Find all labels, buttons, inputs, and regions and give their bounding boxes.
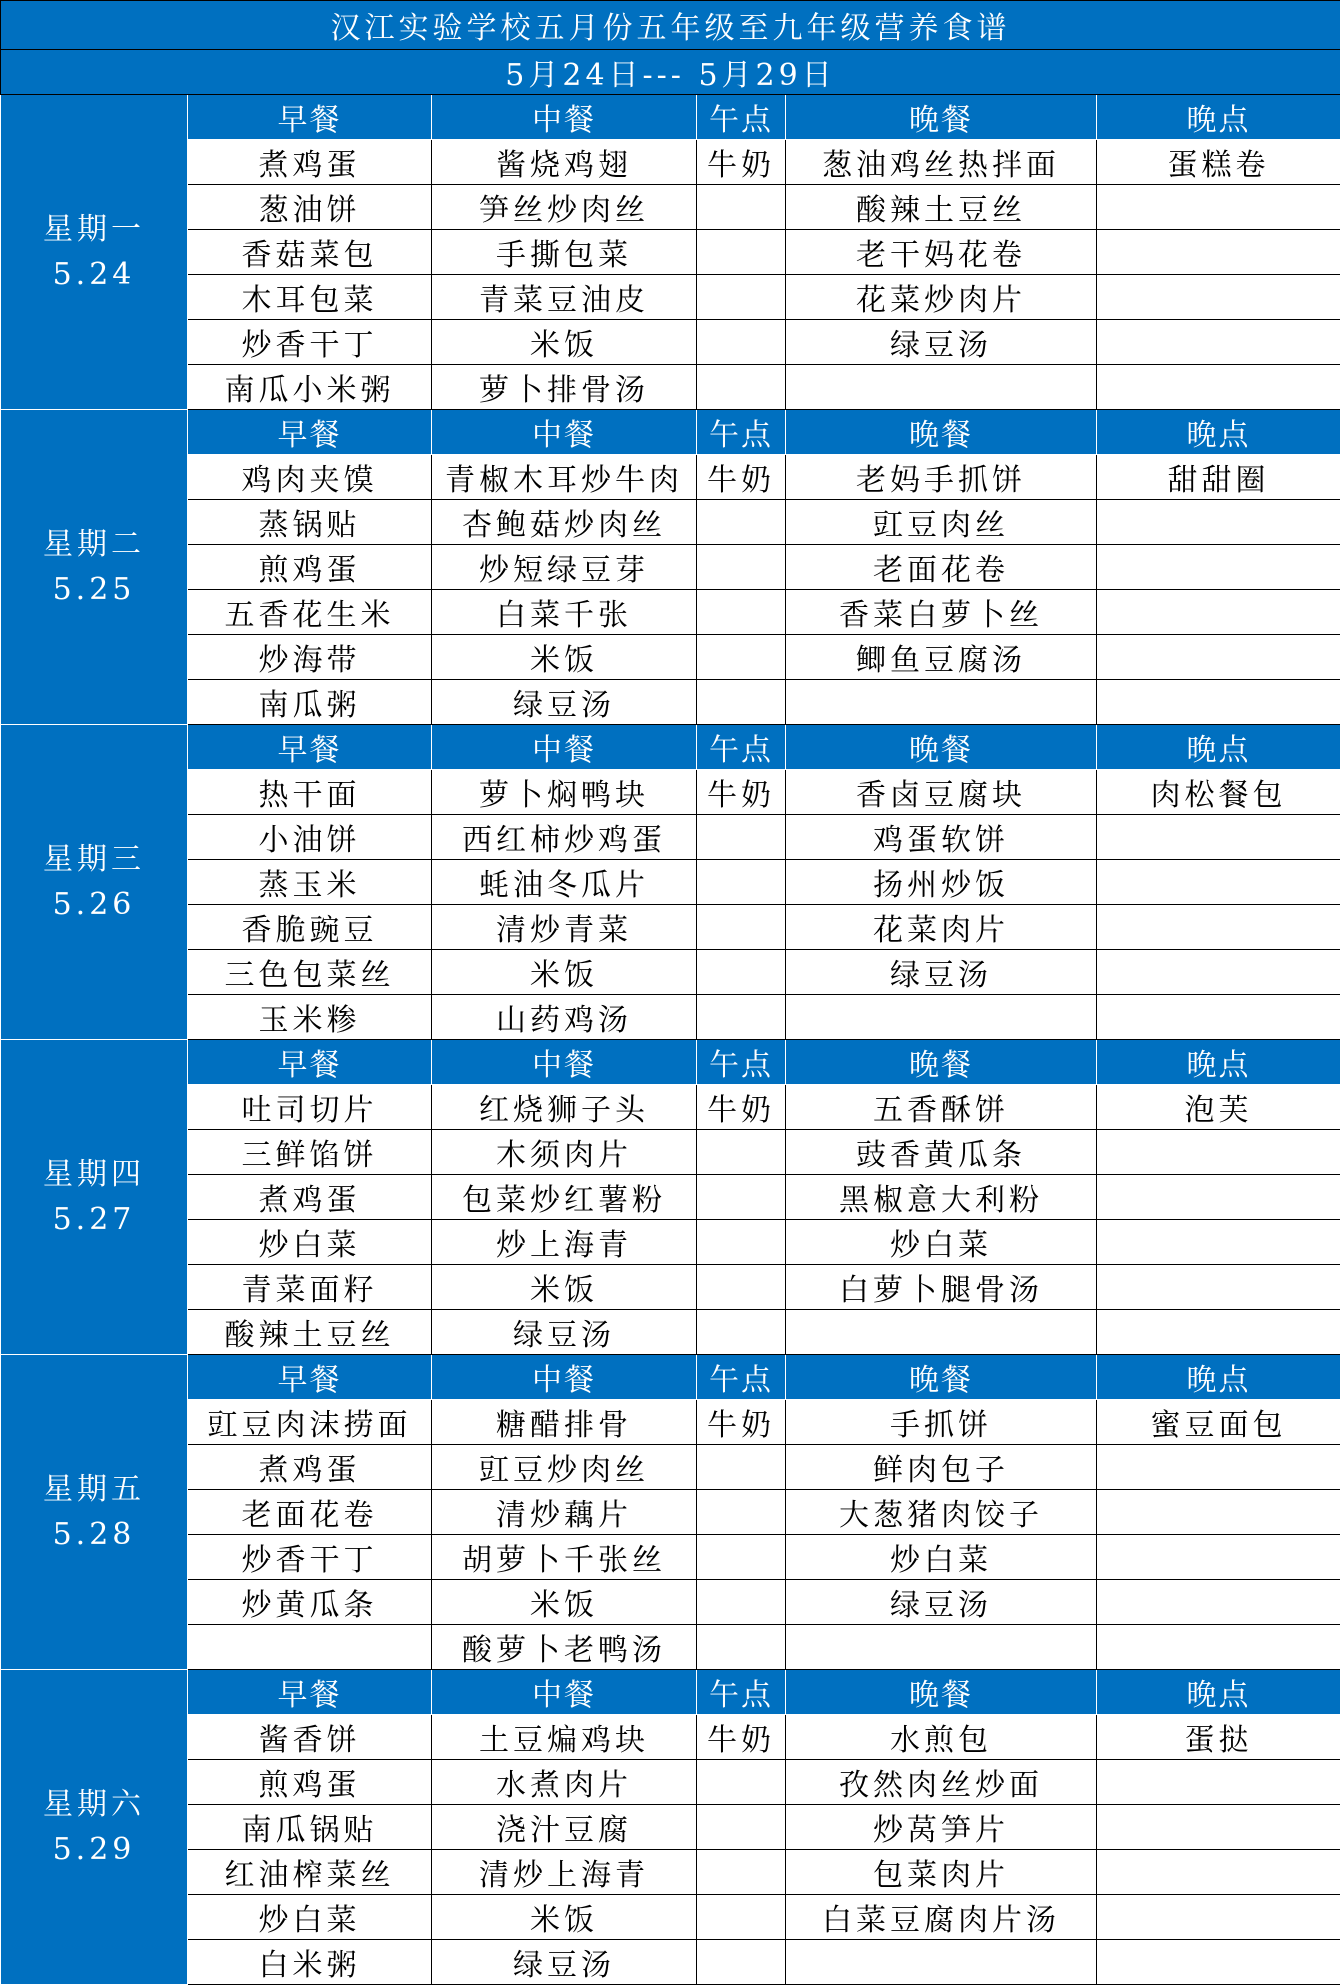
cell-late-snack bbox=[1097, 680, 1340, 725]
header-breakfast: 早餐 bbox=[188, 1040, 432, 1085]
cell-lunch: 酱烧鸡翅 bbox=[432, 140, 697, 185]
cell-dinner: 水煎包 bbox=[786, 1715, 1097, 1760]
cell-snack bbox=[697, 1760, 786, 1805]
table-row bbox=[1, 1175, 1340, 1220]
cell-snack bbox=[697, 1535, 786, 1580]
cell-late-snack bbox=[1097, 185, 1340, 230]
cell-late-snack: 肉松餐包 bbox=[1097, 770, 1340, 815]
cell-dinner: 绿豆汤 bbox=[786, 950, 1097, 995]
cell-late-snack bbox=[1097, 1490, 1340, 1535]
table-row bbox=[1, 455, 1340, 500]
header-lunch: 中餐 bbox=[432, 1355, 697, 1400]
menu-title: 汉江实验学校五月份五年级至九年级营养食谱 bbox=[1, 1, 1340, 50]
cell-late-snack bbox=[1097, 365, 1340, 410]
cell-late-snack bbox=[1097, 1895, 1340, 1940]
cell-breakfast: 红油榨菜丝 bbox=[188, 1850, 432, 1895]
cell-snack bbox=[697, 1175, 786, 1220]
header-breakfast: 早餐 bbox=[188, 410, 432, 455]
cell-late-snack bbox=[1097, 1625, 1340, 1670]
cell-lunch: 米饭 bbox=[432, 320, 697, 365]
cell-dinner: 葱油鸡丝热拌面 bbox=[786, 140, 1097, 185]
table-row bbox=[1, 140, 1340, 185]
table-row bbox=[1, 1085, 1340, 1130]
cell-breakfast: 炒海带 bbox=[188, 635, 432, 680]
day-name: 星期三 bbox=[1, 837, 187, 882]
day-name: 星期二 bbox=[1, 522, 187, 567]
cell-lunch: 青椒木耳炒牛肉 bbox=[432, 455, 697, 500]
cell-snack: 牛奶 bbox=[697, 1715, 786, 1760]
cell-lunch: 土豆煸鸡块 bbox=[432, 1715, 697, 1760]
cell-lunch: 红烧狮子头 bbox=[432, 1085, 697, 1130]
day-date: 5.26 bbox=[1, 882, 187, 927]
cell-late-snack bbox=[1097, 1940, 1340, 1985]
cell-snack bbox=[697, 680, 786, 725]
day-label bbox=[1, 1670, 188, 1985]
table-row bbox=[1, 1490, 1340, 1535]
cell-breakfast: 小油饼 bbox=[188, 815, 432, 860]
header-late-snack: 晚点 bbox=[1097, 1670, 1340, 1715]
cell-dinner bbox=[786, 365, 1097, 410]
cell-lunch: 水煮肉片 bbox=[432, 1760, 697, 1805]
table-row bbox=[1, 1400, 1340, 1445]
header-snack: 午点 bbox=[697, 1355, 786, 1400]
day-label bbox=[1, 1040, 188, 1355]
cell-snack bbox=[697, 365, 786, 410]
cell-lunch: 清炒青菜 bbox=[432, 905, 697, 950]
cell-dinner: 老干妈花卷 bbox=[786, 230, 1097, 275]
cell-dinner: 包菜肉片 bbox=[786, 1850, 1097, 1895]
table-row bbox=[1, 230, 1340, 275]
day-name: 星期六 bbox=[1, 1782, 187, 1827]
day-header-row bbox=[1, 1040, 1340, 1085]
cell-late-snack bbox=[1097, 500, 1340, 545]
cell-dinner: 炒莴笋片 bbox=[786, 1805, 1097, 1850]
header-snack: 午点 bbox=[697, 725, 786, 770]
cell-snack bbox=[697, 950, 786, 995]
cell-breakfast: 南瓜粥 bbox=[188, 680, 432, 725]
cell-breakfast: 豇豆肉沫捞面 bbox=[188, 1400, 432, 1445]
cell-late-snack bbox=[1097, 1760, 1340, 1805]
cell-breakfast: 炒白菜 bbox=[188, 1895, 432, 1940]
table-row bbox=[1, 1580, 1340, 1625]
table-row bbox=[1, 1535, 1340, 1580]
cell-breakfast: 炒香干丁 bbox=[188, 1535, 432, 1580]
cell-snack bbox=[697, 500, 786, 545]
cell-snack bbox=[697, 860, 786, 905]
cell-dinner: 绿豆汤 bbox=[786, 1580, 1097, 1625]
cell-lunch: 蚝油冬瓜片 bbox=[432, 860, 697, 905]
header-lunch: 中餐 bbox=[432, 95, 697, 140]
cell-breakfast: 鸡肉夹馍 bbox=[188, 455, 432, 500]
cell-dinner: 白萝卜腿骨汤 bbox=[786, 1265, 1097, 1310]
cell-dinner bbox=[786, 1310, 1097, 1355]
cell-late-snack bbox=[1097, 1805, 1340, 1850]
cell-breakfast: 香脆豌豆 bbox=[188, 905, 432, 950]
day-date: 5.27 bbox=[1, 1197, 187, 1242]
cell-dinner: 鸡蛋软饼 bbox=[786, 815, 1097, 860]
cell-lunch: 米饭 bbox=[432, 1895, 697, 1940]
cell-breakfast: 三色包菜丝 bbox=[188, 950, 432, 995]
cell-snack bbox=[697, 1310, 786, 1355]
cell-snack bbox=[697, 1220, 786, 1265]
table-row bbox=[1, 1850, 1340, 1895]
cell-breakfast: 南瓜小米粥 bbox=[188, 365, 432, 410]
cell-dinner: 老面花卷 bbox=[786, 545, 1097, 590]
cell-late-snack bbox=[1097, 1265, 1340, 1310]
cell-dinner: 炒白菜 bbox=[786, 1535, 1097, 1580]
cell-lunch: 炒短绿豆芽 bbox=[432, 545, 697, 590]
cell-breakfast: 葱油饼 bbox=[188, 185, 432, 230]
cell-breakfast: 炒白菜 bbox=[188, 1220, 432, 1265]
cell-late-snack bbox=[1097, 1580, 1340, 1625]
cell-dinner: 炒白菜 bbox=[786, 1220, 1097, 1265]
cell-breakfast: 煎鸡蛋 bbox=[188, 1760, 432, 1805]
cell-breakfast: 南瓜锅贴 bbox=[188, 1805, 432, 1850]
table-row bbox=[1, 1130, 1340, 1175]
cell-late-snack bbox=[1097, 1220, 1340, 1265]
table-row bbox=[1, 995, 1340, 1040]
cell-snack bbox=[697, 230, 786, 275]
cell-snack: 牛奶 bbox=[697, 1085, 786, 1130]
cell-snack bbox=[697, 1130, 786, 1175]
cell-dinner: 香菜白萝卜丝 bbox=[786, 590, 1097, 635]
cell-snack bbox=[697, 275, 786, 320]
header-late-snack: 晚点 bbox=[1097, 410, 1340, 455]
cell-dinner: 大葱猪肉饺子 bbox=[786, 1490, 1097, 1535]
day-name: 星期五 bbox=[1, 1467, 187, 1512]
cell-lunch: 米饭 bbox=[432, 950, 697, 995]
cell-dinner: 酸辣土豆丝 bbox=[786, 185, 1097, 230]
cell-late-snack: 甜甜圈 bbox=[1097, 455, 1340, 500]
day-header-row bbox=[1, 410, 1340, 455]
cell-dinner: 花菜炒肉片 bbox=[786, 275, 1097, 320]
header-breakfast: 早餐 bbox=[188, 725, 432, 770]
cell-snack bbox=[697, 1490, 786, 1535]
day-date: 5.29 bbox=[1, 1827, 187, 1872]
header-dinner: 晚餐 bbox=[786, 1355, 1097, 1400]
date-range: 5月24日--- 5月29日 bbox=[1, 50, 1340, 95]
cell-snack bbox=[697, 545, 786, 590]
cell-late-snack bbox=[1097, 905, 1340, 950]
header-dinner: 晚餐 bbox=[786, 1040, 1097, 1085]
cell-late-snack bbox=[1097, 1445, 1340, 1490]
cell-snack bbox=[697, 1805, 786, 1850]
cell-late-snack: 蛋挞 bbox=[1097, 1715, 1340, 1760]
header-lunch: 中餐 bbox=[432, 725, 697, 770]
cell-late-snack bbox=[1097, 1175, 1340, 1220]
table-row bbox=[1, 815, 1340, 860]
cell-lunch: 木须肉片 bbox=[432, 1130, 697, 1175]
day-date: 5.24 bbox=[1, 252, 187, 297]
cell-lunch: 萝卜排骨汤 bbox=[432, 365, 697, 410]
header-breakfast: 早餐 bbox=[188, 95, 432, 140]
table-row bbox=[1, 770, 1340, 815]
table-row bbox=[1, 320, 1340, 365]
day-label bbox=[1, 410, 188, 725]
cell-lunch: 糖醋排骨 bbox=[432, 1400, 697, 1445]
cell-dinner: 花菜肉片 bbox=[786, 905, 1097, 950]
cell-dinner: 孜然肉丝炒面 bbox=[786, 1760, 1097, 1805]
day-name: 星期四 bbox=[1, 1152, 187, 1197]
cell-breakfast: 青菜面籽 bbox=[188, 1265, 432, 1310]
cell-late-snack bbox=[1097, 1535, 1340, 1580]
table-row bbox=[1, 1760, 1340, 1805]
header-late-snack: 晚点 bbox=[1097, 1040, 1340, 1085]
table-row bbox=[1, 1445, 1340, 1490]
cell-breakfast: 煎鸡蛋 bbox=[188, 545, 432, 590]
header-snack: 午点 bbox=[697, 1670, 786, 1715]
cell-snack bbox=[697, 1580, 786, 1625]
table-row bbox=[1, 1940, 1340, 1985]
cell-late-snack bbox=[1097, 1310, 1340, 1355]
header-dinner: 晚餐 bbox=[786, 725, 1097, 770]
cell-lunch: 豇豆炒肉丝 bbox=[432, 1445, 697, 1490]
cell-dinner bbox=[786, 995, 1097, 1040]
table-row bbox=[1, 365, 1340, 410]
cell-lunch: 清炒藕片 bbox=[432, 1490, 697, 1535]
cell-dinner: 绿豆汤 bbox=[786, 320, 1097, 365]
cell-breakfast: 五香花生米 bbox=[188, 590, 432, 635]
cell-breakfast bbox=[188, 1625, 432, 1670]
cell-lunch: 手撕包菜 bbox=[432, 230, 697, 275]
header-breakfast: 早餐 bbox=[188, 1670, 432, 1715]
day-label bbox=[1, 1355, 188, 1670]
cell-snack bbox=[697, 995, 786, 1040]
day-label bbox=[1, 95, 188, 410]
cell-breakfast: 香菇菜包 bbox=[188, 230, 432, 275]
cell-breakfast: 煮鸡蛋 bbox=[188, 1445, 432, 1490]
cell-snack bbox=[697, 1895, 786, 1940]
table-row bbox=[1, 1715, 1340, 1760]
header-breakfast: 早餐 bbox=[188, 1355, 432, 1400]
day-label bbox=[1, 725, 188, 1040]
header-lunch: 中餐 bbox=[432, 1040, 697, 1085]
cell-breakfast: 酸辣土豆丝 bbox=[188, 1310, 432, 1355]
cell-late-snack bbox=[1097, 590, 1340, 635]
cell-late-snack bbox=[1097, 275, 1340, 320]
cell-dinner: 老妈手抓饼 bbox=[786, 455, 1097, 500]
table-row bbox=[1, 1310, 1340, 1355]
table-row bbox=[1, 860, 1340, 905]
cell-lunch: 青菜豆油皮 bbox=[432, 275, 697, 320]
cell-snack bbox=[697, 1850, 786, 1895]
cell-late-snack bbox=[1097, 950, 1340, 995]
cell-lunch: 绿豆汤 bbox=[432, 1310, 697, 1355]
cell-snack bbox=[697, 815, 786, 860]
header-dinner: 晚餐 bbox=[786, 410, 1097, 455]
cell-dinner: 香卤豆腐块 bbox=[786, 770, 1097, 815]
table-row bbox=[1, 1805, 1340, 1850]
cell-late-snack bbox=[1097, 1850, 1340, 1895]
cell-breakfast: 炒黄瓜条 bbox=[188, 1580, 432, 1625]
cell-late-snack bbox=[1097, 995, 1340, 1040]
table-row bbox=[1, 1625, 1340, 1670]
cell-breakfast: 煮鸡蛋 bbox=[188, 1175, 432, 1220]
table-row bbox=[1, 950, 1340, 995]
cell-breakfast: 白米粥 bbox=[188, 1940, 432, 1985]
day-date: 5.25 bbox=[1, 567, 187, 612]
cell-dinner: 五香酥饼 bbox=[786, 1085, 1097, 1130]
cell-breakfast: 吐司切片 bbox=[188, 1085, 432, 1130]
cell-breakfast: 玉米糁 bbox=[188, 995, 432, 1040]
cell-lunch: 米饭 bbox=[432, 635, 697, 680]
cell-lunch: 绿豆汤 bbox=[432, 1940, 697, 1985]
cell-snack: 牛奶 bbox=[697, 455, 786, 500]
header-lunch: 中餐 bbox=[432, 1670, 697, 1715]
cell-dinner: 豉香黄瓜条 bbox=[786, 1130, 1097, 1175]
header-late-snack: 晚点 bbox=[1097, 95, 1340, 140]
cell-lunch: 清炒上海青 bbox=[432, 1850, 697, 1895]
cell-dinner: 白菜豆腐肉片汤 bbox=[786, 1895, 1097, 1940]
cell-late-snack bbox=[1097, 860, 1340, 905]
cell-snack bbox=[697, 635, 786, 680]
table-row bbox=[1, 1895, 1340, 1940]
cell-lunch: 笋丝炒肉丝 bbox=[432, 185, 697, 230]
cell-dinner: 鲫鱼豆腐汤 bbox=[786, 635, 1097, 680]
cell-lunch: 米饭 bbox=[432, 1580, 697, 1625]
cell-snack bbox=[697, 1265, 786, 1310]
cell-dinner bbox=[786, 680, 1097, 725]
cell-snack bbox=[697, 1625, 786, 1670]
cell-breakfast: 热干面 bbox=[188, 770, 432, 815]
cell-snack bbox=[697, 1445, 786, 1490]
cell-snack bbox=[697, 185, 786, 230]
cell-lunch: 米饭 bbox=[432, 1265, 697, 1310]
table-row bbox=[1, 185, 1340, 230]
cell-breakfast: 蒸锅贴 bbox=[188, 500, 432, 545]
cell-late-snack: 蜜豆面包 bbox=[1097, 1400, 1340, 1445]
cell-breakfast: 酱香饼 bbox=[188, 1715, 432, 1760]
table-row bbox=[1, 1265, 1340, 1310]
cell-snack bbox=[697, 1940, 786, 1985]
cell-dinner: 手抓饼 bbox=[786, 1400, 1097, 1445]
table-row bbox=[1, 635, 1340, 680]
cell-breakfast: 木耳包菜 bbox=[188, 275, 432, 320]
table-row bbox=[1, 680, 1340, 725]
day-header-row bbox=[1, 95, 1340, 140]
cell-dinner bbox=[786, 1625, 1097, 1670]
header-snack: 午点 bbox=[697, 1040, 786, 1085]
table-row bbox=[1, 1220, 1340, 1265]
cell-lunch: 山药鸡汤 bbox=[432, 995, 697, 1040]
table-row bbox=[1, 500, 1340, 545]
cell-snack: 牛奶 bbox=[697, 140, 786, 185]
cell-dinner: 鲜肉包子 bbox=[786, 1445, 1097, 1490]
day-name: 星期一 bbox=[1, 207, 187, 252]
cell-lunch: 浇汁豆腐 bbox=[432, 1805, 697, 1850]
cell-late-snack bbox=[1097, 1130, 1340, 1175]
cell-snack: 牛奶 bbox=[697, 1400, 786, 1445]
table-row bbox=[1, 545, 1340, 590]
cell-late-snack bbox=[1097, 545, 1340, 590]
cell-lunch: 胡萝卜千张丝 bbox=[432, 1535, 697, 1580]
day-header-row bbox=[1, 725, 1340, 770]
cell-lunch: 杏鲍菇炒肉丝 bbox=[432, 500, 697, 545]
cell-snack: 牛奶 bbox=[697, 770, 786, 815]
header-late-snack: 晚点 bbox=[1097, 725, 1340, 770]
header-lunch: 中餐 bbox=[432, 410, 697, 455]
header-snack: 午点 bbox=[697, 410, 786, 455]
cell-late-snack bbox=[1097, 815, 1340, 860]
header-late-snack: 晚点 bbox=[1097, 1355, 1340, 1400]
header-dinner: 晚餐 bbox=[786, 1670, 1097, 1715]
cell-breakfast: 煮鸡蛋 bbox=[188, 140, 432, 185]
day-date: 5.28 bbox=[1, 1512, 187, 1557]
cell-late-snack: 蛋糕卷 bbox=[1097, 140, 1340, 185]
table-row bbox=[1, 905, 1340, 950]
header-snack: 午点 bbox=[697, 95, 786, 140]
cell-lunch: 酸萝卜老鸭汤 bbox=[432, 1625, 697, 1670]
cell-dinner: 豇豆肉丝 bbox=[786, 500, 1097, 545]
cell-lunch: 绿豆汤 bbox=[432, 680, 697, 725]
cell-snack bbox=[697, 320, 786, 365]
cell-snack bbox=[697, 905, 786, 950]
table-row bbox=[1, 275, 1340, 320]
cell-late-snack bbox=[1097, 230, 1340, 275]
cell-dinner: 扬州炒饭 bbox=[786, 860, 1097, 905]
cell-late-snack bbox=[1097, 320, 1340, 365]
cell-dinner bbox=[786, 1940, 1097, 1985]
cell-breakfast: 蒸玉米 bbox=[188, 860, 432, 905]
cell-lunch: 炒上海青 bbox=[432, 1220, 697, 1265]
cell-late-snack bbox=[1097, 635, 1340, 680]
table-row bbox=[1, 590, 1340, 635]
cell-lunch: 白菜千张 bbox=[432, 590, 697, 635]
cell-late-snack: 泡芙 bbox=[1097, 1085, 1340, 1130]
header-dinner: 晚餐 bbox=[786, 95, 1097, 140]
cell-lunch: 萝卜焖鸭块 bbox=[432, 770, 697, 815]
cell-dinner: 黑椒意大利粉 bbox=[786, 1175, 1097, 1220]
day-header-row bbox=[1, 1355, 1340, 1400]
cell-lunch: 西红柿炒鸡蛋 bbox=[432, 815, 697, 860]
day-header-row bbox=[1, 1670, 1340, 1715]
cell-breakfast: 三鲜馅饼 bbox=[188, 1130, 432, 1175]
cell-breakfast: 老面花卷 bbox=[188, 1490, 432, 1535]
cell-lunch: 包菜炒红薯粉 bbox=[432, 1175, 697, 1220]
cell-breakfast: 炒香干丁 bbox=[188, 320, 432, 365]
cell-snack bbox=[697, 590, 786, 635]
